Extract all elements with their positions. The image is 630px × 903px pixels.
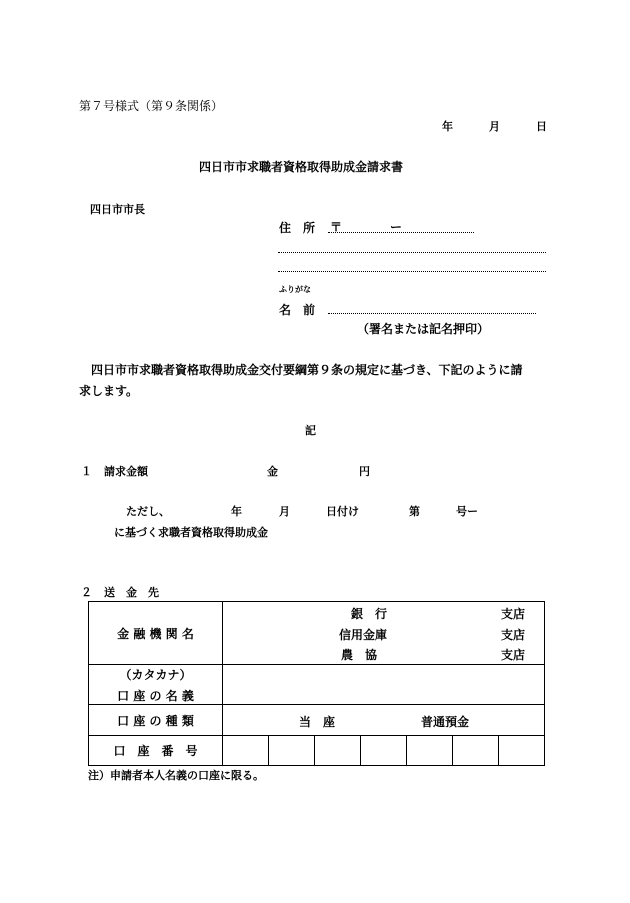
footnote: 注）申請者本人名義の口座に限る。 — [88, 769, 264, 782]
date-year: 年 — [442, 120, 453, 133]
name-label: 名 前 — [279, 303, 316, 317]
number-label: 口 座 番 号 — [89, 736, 223, 766]
institution-row — [89, 602, 545, 665]
type-savings: 普通預金 — [421, 715, 470, 729]
nokyo-branch: 支店 — [501, 648, 526, 662]
holder-label-cell — [89, 665, 223, 705]
furigana-label: ふりがな — [279, 285, 311, 294]
form-number: 第７号様式（第９条関係） — [79, 99, 224, 113]
account-digit-1[interactable] — [223, 736, 269, 766]
shinkin-branch: 支店 — [501, 628, 526, 642]
ki-heading: 記 — [305, 424, 316, 437]
institution-cell[interactable] — [223, 602, 545, 665]
account-digit-7[interactable] — [499, 736, 545, 766]
nokyo-text: 農 協 — [341, 648, 378, 662]
proviso-go: 号ー — [456, 505, 478, 518]
section1-label: 請求金額 — [104, 465, 148, 478]
section2-label: 送 金 先 — [104, 586, 159, 599]
postal-mark: 〒 — [330, 220, 343, 234]
name-line — [328, 313, 536, 314]
holder-name-cell[interactable] — [223, 665, 545, 705]
signature-note: （署名または記名押印） — [357, 322, 490, 336]
type-label: 口 座 の 種 類 — [89, 705, 223, 736]
address-line-1 — [278, 252, 546, 253]
account-digit-4[interactable] — [361, 736, 407, 766]
proviso-dai: 第 — [409, 505, 420, 518]
type-current: 当 座 — [299, 715, 336, 729]
section2-number: ２ — [81, 586, 92, 599]
address-label: 住 所 — [279, 221, 316, 235]
shinkin-text: 信用金庫 — [339, 628, 388, 642]
postal-code-line — [328, 232, 474, 233]
date-day: 日 — [536, 120, 547, 133]
section1-number: １ — [81, 465, 92, 478]
proviso-dated: 日付け — [326, 505, 359, 518]
proviso-tadashi: ただし、 — [126, 505, 170, 518]
addressee: 四日市市長 — [90, 203, 145, 216]
account-digit-2[interactable] — [269, 736, 315, 766]
account-digit-6[interactable] — [453, 736, 499, 766]
katakana-label: （カタカナ） — [119, 667, 192, 682]
account-digit-5[interactable] — [407, 736, 453, 766]
proviso-month: 月 — [279, 505, 290, 518]
type-row — [89, 705, 545, 736]
address-line-2 — [278, 271, 546, 272]
bank-account-table — [88, 601, 545, 766]
proviso-line-2: に基づく求職者資格取得助成金 — [114, 526, 268, 539]
holder-row — [89, 665, 545, 705]
number-row — [89, 736, 545, 766]
bank-text: 銀 行 — [351, 607, 388, 621]
holder-label: 口 座 の 名 義 — [117, 688, 194, 703]
body-line-1: 四日市市求職者資格取得助成金交付要綱第９条の規定に基づき、下記のように請 — [91, 363, 523, 377]
postal-dash: ー — [390, 220, 403, 234]
body-line-2: 求します。 — [79, 384, 139, 398]
proviso-year: 年 — [231, 505, 242, 518]
bank-branch: 支店 — [501, 607, 526, 621]
document-title: 四日市市求職者資格取得助成金請求書 — [199, 160, 404, 174]
date-month: 月 — [489, 120, 500, 133]
amount-en: 円 — [359, 465, 370, 478]
account-digit-3[interactable] — [315, 736, 361, 766]
amount-kin: 金 — [267, 465, 278, 478]
institution-label: 金 融 機 関 名 — [89, 602, 223, 665]
type-cell[interactable] — [223, 705, 545, 736]
